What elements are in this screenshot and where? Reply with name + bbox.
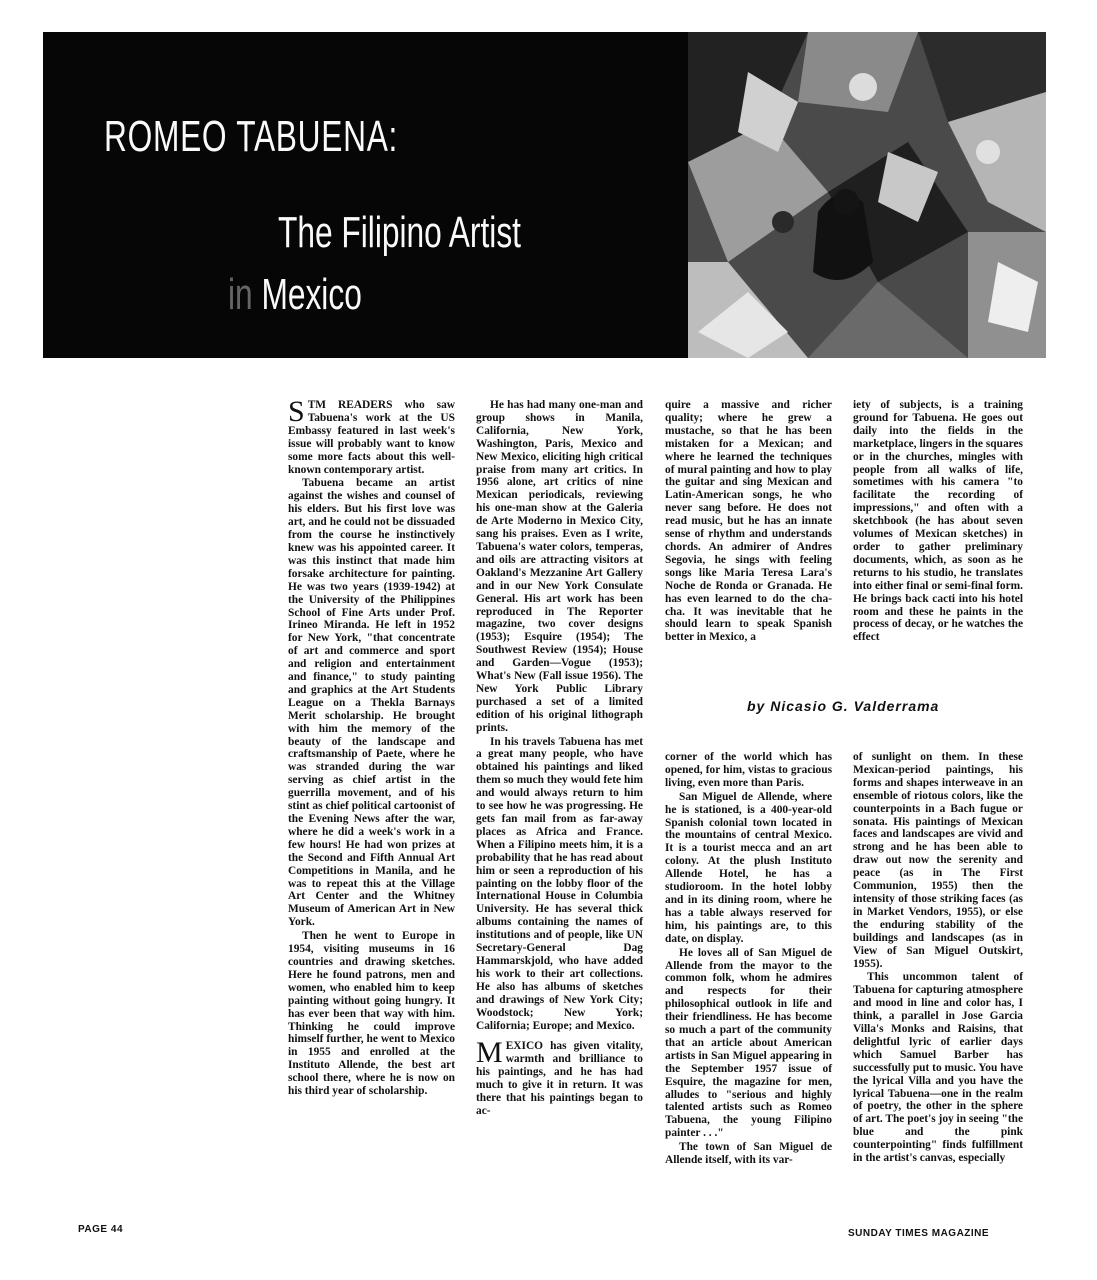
byline: by Nicasio G. Valderrama xyxy=(747,698,940,714)
column-3-bottom-paragraph-4: The town of San Miguel de Allende itself, with its var- xyxy=(665,1141,832,1167)
subtitle-prefix: in xyxy=(228,270,253,319)
column-2-paragraph-2: In his travels Tabuena has met a great many people, who have obtained his paintings and liked them so much they would fete him and would always return to him to see how he was progressing. He gets fan mail from as far-away places as Africa and France. When a Filipino meets him, it is a probability that he has read about him or seen a reproduction of his painting on the lobby floor of the International House in Columbia University. He has several thick albums containing the names of institutions and of people, like UN Secretary-General Dag Hammarskjold, who have added his work to their art collections. He also has albums of sketches and drawings of New York City; Woodstock; New York; California; Europe; and Mexico. xyxy=(476,735,643,1032)
column-4-bottom-paragraph-2: This uncommon talent of Tabuena for capturing atmosphere and mood in line and color has, I think, a parallel in Jose Garcia Villa's Monks and Raisins, that delightful lyric of earlier days which Samuel Barber has successfully put to music. You have the lyrical Villa and you have the lyrical Tabuena—one in the realm of poetry, the other in the sphere of art. The poet's joy in seeing "the blue and the pink counterpointing" finds fulfillment in the artist's canvas, especially xyxy=(853,971,1024,1165)
article-column-2 xyxy=(476,399,643,1119)
column-3-bottom-paragraph-2: San Miguel de Allende, where he is stationed, is a 400-year-old Spanish colonial town located in the mountains of central Mexico. It is a tourist mecca and an art colony. At the plush Instituto Allende Hotel, he has a studioroom. In the hotel lobby and in its dining room, where he has a table always reserved for him, his paintings are, to this date, on display. xyxy=(665,790,832,945)
column-2-paragraph-3-text: EXICO has given vitality, warmth and brilliance to his paintings, and he has had much to give it in return. It was there that his paintings began to ac- xyxy=(476,1040,643,1117)
drop-cap-s: S xyxy=(288,395,305,428)
article-column-4-top xyxy=(853,399,1023,645)
drop-cap-m: M xyxy=(476,1036,503,1070)
column-1-paragraph-2: Tabuena became an artist against the wishes and counsel of his elders. But his first love was art, and he could not be dissuaded from the course he instinctively knew was his appointed career. It was this instinct that made him forsake architecture for painting. He was two years (1939-1942) at the University of the Philippines School of Fine Arts under Prof. Irineo Miranda. He left in 1952 for New York, "that concentrate of art and commerce and sport and religion and entertainment and finance," to study painting and graphics at the Art Students League on a Thekla Barnays Merit scholarship. He brought with him the memory of the beauty of the landscape and craftsmanship of Paete, where he was stranded during the war serving as chief artist in the guerrilla movement, and of his stint as chief political cartoonist of the Evening News after the war, where he did a week's work in a few hours! He had won prizes at the Second and Fifth Annual Art Competitions in Manila, and he was to repeat this at the Village Art Center and the Whitney Museum of American Art in New York. xyxy=(288,477,455,929)
article-column-3-top xyxy=(665,399,832,645)
article-subtitle-line1: The Filipino Artist xyxy=(278,208,521,257)
column-3-bottom-paragraph-3: He loves all of San Miguel de Allende from the mayor to the common folk, whom he admires and respects for their philosophical outlook in life and their friendliness. He has become so much a part of the community that an article about American artists in San Miguel appearing in the September 1957 issue of Esquire, the magazine for men, alludes to "serious and highly talented artists such as Romeo Tabuena, the young Filipino painter . . ." xyxy=(665,946,832,1140)
column-1-paragraph-1 xyxy=(288,395,455,476)
column-1-paragraph-1-text: TM READERS who saw Tabuena's work at the US Embassy featured in last week's issue will probably want to know some more facts about this well-known contemporary artist. xyxy=(288,399,455,476)
article-column-1 xyxy=(288,395,455,1099)
column-4-bottom-paragraph-1: of sunlight on them. In these Mexican-period paintings, his forms and shapes interweave in an ensemble of riotous colors, like the counterpoints in a Bach fugue or sonata. His paintings of Mexican faces and landscapes are vivid and strong and he has been able to draw out now the serenity and peace (as in The First Communion, 1955) then the intensity of those striking faces (as in Market Vendors, 1955), or else the enduring stability of the buildings and landscapes (as in View of San Miguel Outskirt, 1955). xyxy=(853,751,1023,970)
magazine-name: SUNDAY TIMES MAGAZINE xyxy=(848,1228,990,1239)
article-subtitle-line2 xyxy=(228,270,362,320)
column-3-bottom-paragraph-1: corner of the world which has opened, for him, vistas to gracious living, even more than Paris. xyxy=(665,751,832,789)
article-title: ROMEO TABUENA: xyxy=(104,112,399,161)
subtitle-rest: Mexico xyxy=(252,270,362,319)
mural-photo-image xyxy=(688,32,1046,358)
column-4-top-paragraph-1: iety of subjects, is a training ground for Tabuena. He goes out daily into the fields in the marketplace, lingers in the squares or in the churches, mingles with people from all walks of life, sometimes with his camera "to facilitate the recording of impressions," and often with a sketchbook (he has about seven volumes of Mexican sketches) in order to gather preliminary documents, which, as soon as he returns to his studio, he translates into either final or semi-final form. He brings back cacti into his hotel room and these he paints in the process of decay, or he watches the effect xyxy=(853,399,1023,644)
column-1-paragraph-3: Then he went to Europe in 1954, visiting museums in 16 countries and drawing sketches. Here he found patrons, men and women, who enabled him to keep painting without going hungry. It has ever been that way with him. Thinking he could improve himself further, he went to Mexico in 1955 and enrolled at the Instituto Allende, the best art school there, where he is now on his third year of scholarship. xyxy=(288,930,455,1098)
column-3-top-paragraph-1: quire a massive and richer quality; where he grew a mustache, so that he has been mistaken for a Mexican; and where he learned the techniques of mural painting and how to play the guitar and sing Mexican and Latin-American songs, he who never sang before. He does not read music, but he has an innate sense of rhythm and understands chords. An admirer of Andres Segovia, he sings with feeling songs like Maria Teresa Lara's Noche de Ronda or Granada. He has even learned to do the cha-cha. It was inevitable that he should learn to speak Spanish better in Mexico, a xyxy=(665,399,832,644)
page-number: PAGE 44 xyxy=(78,1224,123,1235)
mural-photo xyxy=(688,32,1046,358)
column-2-paragraph-1: He has had many one-man and group shows in Manila, California, New York, Washington, Paris, Mexico and New Mexico, eliciting high critical praise from many art critics. In 1956 alone, art critics of nine Mexican periodicals, reviewing his one-man show at the Galeria de Arte Moderno in Mexico City, sang his praises. Even as I write, Tabuena's water colors, temperas, and oils are attracting visitors at Oakland's Mezzanine Art Gallery and in our New York Consulate General. His art work has been reproduced in The Reporter magazine, two cover designs (1953); Esquire (1954); The Southwest Review (1954); House and Garden—Vogue (1953); What's New (Fall issue 1956). The New York Public Library purchased a set of a limited edition of his original lithograph prints. xyxy=(476,399,643,734)
article-column-3-bottom xyxy=(665,751,832,1168)
column-2-paragraph-3 xyxy=(476,1036,643,1117)
article-column-4-bottom xyxy=(853,751,1023,1166)
